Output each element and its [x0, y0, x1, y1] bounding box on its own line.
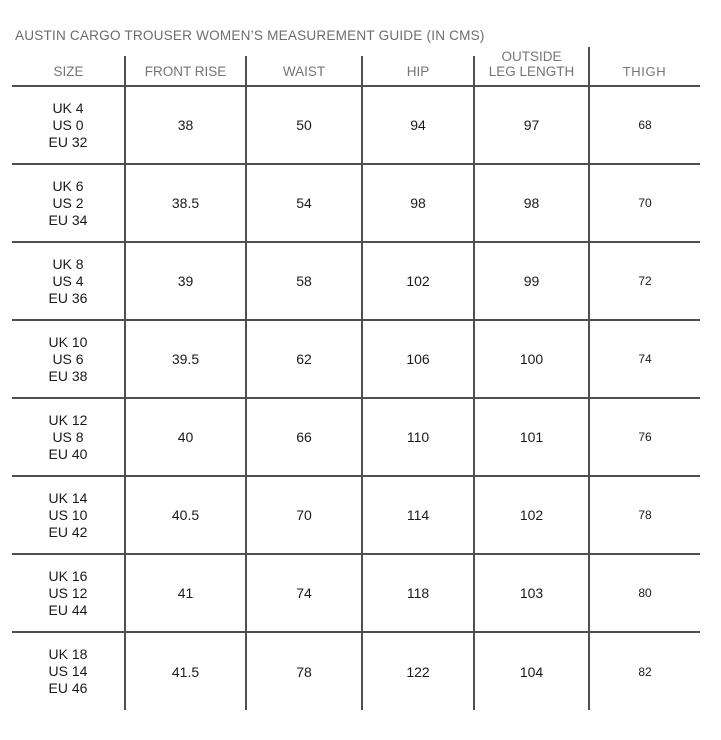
table-row [12, 320, 700, 398]
size-line: US 8 [52, 428, 84, 445]
hip-cell: 106 [362, 320, 474, 398]
size-cell [12, 164, 125, 242]
table-row [12, 632, 700, 710]
hip-cell: 114 [362, 476, 474, 554]
waist-cell: 70 [246, 476, 362, 554]
thigh-cell: 76 [589, 398, 700, 476]
waist-cell: 74 [246, 554, 362, 632]
front-rise-cell: 40 [125, 398, 246, 476]
size-line: EU 34 [48, 211, 88, 228]
size-line: US 6 [52, 350, 84, 367]
column-header-label: LEG LENGTH [488, 64, 575, 79]
table-row [12, 164, 700, 242]
size-line: EU 42 [48, 523, 88, 540]
waist-cell: 54 [246, 164, 362, 242]
front-rise-cell: 39.5 [125, 320, 246, 398]
table-body [12, 86, 700, 710]
page-title: AUSTIN CARGO TROUSER WOMEN’S MEASUREMENT GUIDE (IN CMS) [15, 27, 485, 43]
outside-leg-length-cell: 102 [474, 476, 589, 554]
size-line: US 0 [52, 116, 84, 133]
thigh-cell: 82 [589, 632, 700, 710]
size-cell [12, 86, 125, 164]
size-line: US 10 [48, 506, 88, 523]
waist-cell: 58 [246, 242, 362, 320]
outside-leg-length-cell: 104 [474, 632, 589, 710]
size-line: UK 14 [48, 489, 88, 506]
column-header-label: WAIST [282, 64, 326, 79]
size-cell [12, 476, 125, 554]
outside-leg-length-cell: 103 [474, 554, 589, 632]
front-rise-cell: 41.5 [125, 632, 246, 710]
column-header-label: OUTSIDE [501, 49, 562, 64]
front-rise-cell: 38 [125, 86, 246, 164]
table-row [12, 86, 700, 164]
table-row [12, 476, 700, 554]
outside-leg-length-cell: 101 [474, 398, 589, 476]
table-row [12, 242, 700, 320]
hip-cell: 102 [362, 242, 474, 320]
column-header-label: THIGH [622, 64, 667, 79]
thigh-cell: 80 [589, 554, 700, 632]
table-header-row [12, 46, 700, 86]
size-line: US 12 [48, 584, 88, 601]
size-line: US 4 [52, 272, 84, 289]
front-rise-cell: 38.5 [125, 164, 246, 242]
thigh-cell: 74 [589, 320, 700, 398]
thigh-cell: 70 [589, 164, 700, 242]
front-rise-cell: 41 [125, 554, 246, 632]
table-header [12, 46, 700, 86]
table-row [12, 398, 700, 476]
size-cell [12, 554, 125, 632]
column-header-outside-leg-length [474, 46, 589, 86]
hip-cell: 110 [362, 398, 474, 476]
waist-cell: 62 [246, 320, 362, 398]
size-line: EU 38 [48, 367, 88, 384]
outside-leg-length-cell: 100 [474, 320, 589, 398]
waist-cell: 66 [246, 398, 362, 476]
front-rise-cell: 39 [125, 242, 246, 320]
size-line: EU 46 [48, 680, 88, 696]
size-line: UK 8 [52, 255, 84, 272]
hip-cell: 118 [362, 554, 474, 632]
size-cell [12, 398, 125, 476]
column-header-front-rise [125, 46, 246, 86]
size-line: US 14 [48, 663, 88, 679]
column-header-hip [362, 46, 474, 86]
hip-cell: 94 [362, 86, 474, 164]
size-line: UK 4 [52, 99, 84, 116]
hip-cell: 122 [362, 632, 474, 710]
thigh-cell: 68 [589, 86, 700, 164]
size-line: EU 40 [48, 445, 88, 462]
size-line: UK 6 [52, 177, 84, 194]
front-rise-cell: 40.5 [125, 476, 246, 554]
waist-cell: 78 [246, 632, 362, 710]
size-cell [12, 320, 125, 398]
thigh-cell: 72 [589, 242, 700, 320]
column-header-label: SIZE [53, 64, 84, 79]
size-line: EU 36 [48, 289, 88, 306]
outside-leg-length-cell: 97 [474, 86, 589, 164]
measurement-guide-table [12, 46, 700, 710]
size-cell [12, 242, 125, 320]
waist-cell: 50 [246, 86, 362, 164]
size-line: UK 12 [48, 411, 88, 428]
outside-leg-length-cell: 98 [474, 164, 589, 242]
column-header-waist [246, 46, 362, 86]
column-header-label: HIP [406, 64, 430, 79]
thigh-cell: 78 [589, 476, 700, 554]
outside-leg-length-cell: 99 [474, 242, 589, 320]
size-cell [12, 632, 125, 710]
column-header-label: FRONT RISE [144, 64, 227, 79]
hip-cell: 98 [362, 164, 474, 242]
table-row [12, 554, 700, 632]
size-line: UK 18 [48, 646, 88, 662]
column-header-size [12, 46, 125, 86]
size-line: UK 10 [48, 333, 88, 350]
size-line: EU 32 [48, 133, 88, 150]
column-header-thigh [589, 46, 700, 86]
size-line: US 2 [52, 194, 84, 211]
size-line: EU 44 [48, 601, 88, 618]
size-line: UK 16 [48, 567, 88, 584]
